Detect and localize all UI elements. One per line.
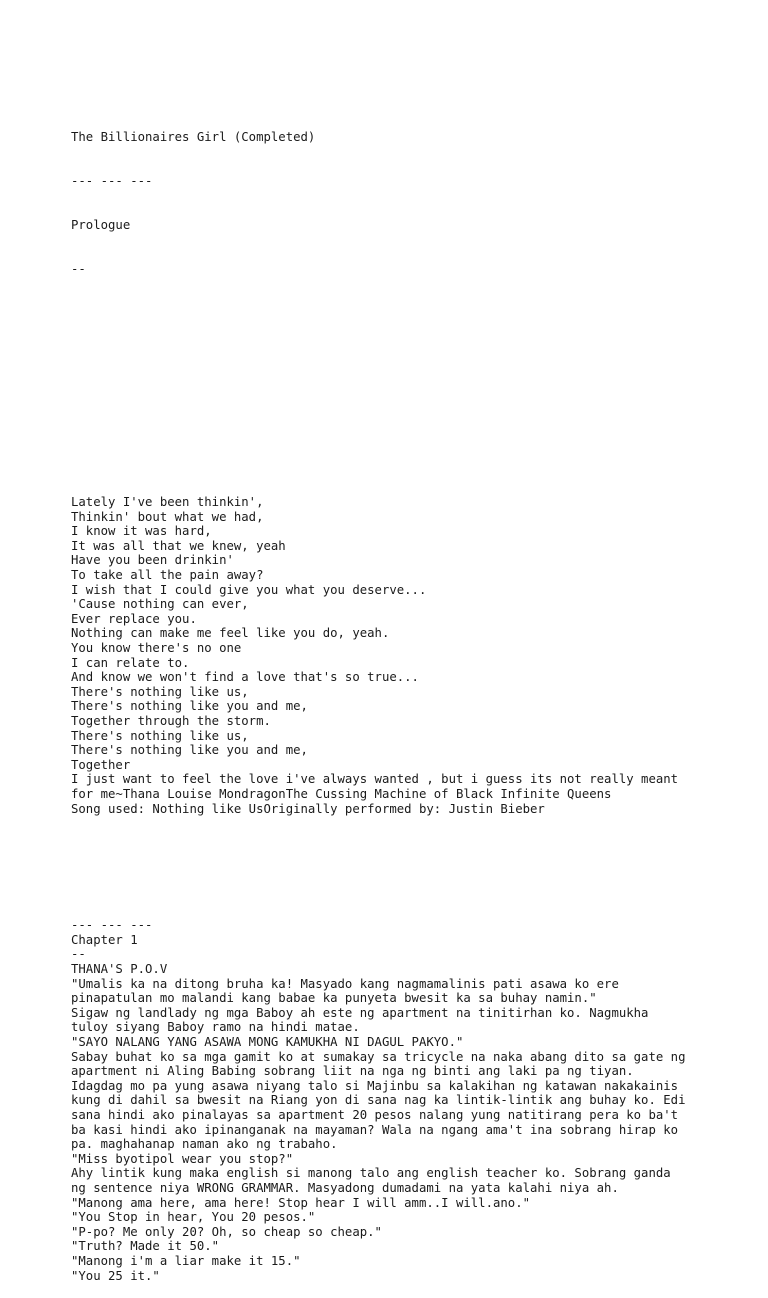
prologue-line: There's nothing like us, (71, 728, 249, 743)
chapter-line: "You Stop in hear, You 20 pesos." (71, 1210, 316, 1225)
chapter-line: tuloy siyang Baboy ramo na hindi matae. (71, 1020, 360, 1035)
chapter-line: THANA'S P.O.V (71, 962, 168, 977)
prologue-text (71, 495, 721, 816)
chapter-line: -- (71, 947, 86, 962)
prologue-line: And know we won't find a love that's so true... (71, 670, 419, 685)
prologue-line: Have you been drinkin' (71, 553, 234, 568)
prologue-line: I can relate to. (71, 655, 190, 670)
chapter-line: "Miss byotipol wear you stop?" (71, 1151, 294, 1166)
chapter-line: apartment ni Aling Babing sobrang liit na nga ng binti ang laki pa ng tiyan. (71, 1064, 634, 1079)
prologue-line: There's nothing like you and me, (71, 699, 308, 714)
chapter-line: Ahy lintik kung maka english si manong talo ang english teacher ko. Sobrang ganda (71, 1166, 671, 1181)
blank-space (71, 349, 721, 451)
prologue-line: Lately I've been thinkin', (71, 495, 264, 510)
document-page (71, 72, 721, 1298)
document-header (71, 101, 721, 305)
prologue-line: There's nothing like us, (71, 684, 249, 699)
prologue-line: To take all the pain away? (71, 568, 264, 583)
prologue-line: Together (71, 757, 131, 772)
chapter-line: pinapatulan mo malandi kang babae ka punyeta bwesit ka sa buhay namin." (71, 991, 597, 1006)
chapter-line: ng sentence niya WRONG GRAMMAR. Masyadong dumadami na yata kalahi niya ah. (71, 1180, 619, 1195)
chapter-line: Sabay buhat ko sa mga gamit ko at sumakay sa tricycle na naka abang dito sa gate ng (71, 1049, 686, 1064)
document-title: The Billionaires Girl (Completed) (71, 130, 316, 145)
prologue-line: I know it was hard, (71, 524, 212, 539)
prologue-line: Ever replace you. (71, 611, 197, 626)
chapter-line: "Manong ama here, ama here! Stop hear I will amm..I will.ano." (71, 1195, 531, 1210)
chapter-line: "Manong i'm a liar make it 15." (71, 1253, 301, 1268)
separator-line: --- --- --- (71, 174, 153, 189)
chapter-line: Chapter 1 (71, 932, 138, 947)
chapter-line: --- --- --- (71, 918, 153, 933)
chapter-line: "You 25 it." (71, 1268, 160, 1283)
chapter-line: "P-po? Me only 20? Oh, so cheap so cheap." (71, 1224, 382, 1239)
prologue-line: There's nothing like you and me, (71, 743, 308, 758)
prologue-line: You know there's no one (71, 641, 242, 655)
prologue-line: for me~Thana Louise MondragonThe Cussing Machine of Black Infinite Queens (71, 786, 612, 801)
chapter-line: ba kasi hindi ako ipinanganak na mayaman? Wala na ngang ama't ina sobrang hirap ko (71, 1122, 679, 1137)
blank-line (71, 860, 721, 875)
prologue-line: Song used: Nothing like UsOriginally performed by: Justin Bieber (71, 801, 545, 816)
prologue-line: 'Cause nothing can ever, (71, 597, 249, 612)
prologue-heading: Prologue (71, 217, 131, 232)
prologue-line: I wish that I could give you what you deserve... (71, 582, 427, 597)
chapter-line: kung di dahil sa bwesit na Riang yon di sana nag ka lintik-lintik ang buhay ko. Edi (71, 1093, 686, 1108)
chapter-text (71, 918, 721, 1283)
prologue-line: Nothing can make me feel like you do, yeah. (71, 626, 390, 641)
prologue-line: Thinkin' bout what we had, (71, 509, 264, 524)
prologue-line: It was all that we knew, yeah (71, 538, 286, 553)
chapter-line: "SAYO NALANG YANG ASAWA MONG KAMUKHA NI DAGUL PAKYO." (71, 1035, 464, 1050)
chapter-line: "Truth? Made it 50." (71, 1239, 220, 1254)
prologue-dash: -- (71, 261, 86, 276)
prologue-line: Together through the storm. (71, 713, 271, 728)
chapter-line: Sigaw ng landlady ng mga Baboy ah este ng apartment na tinitirhan ko. Nagmukha (71, 1005, 649, 1020)
prologue-line: I just want to feel the love i've always wanted , but i guess its not really meant (71, 772, 679, 787)
chapter-line: pa. maghahanap naman ako ng trabaho. (71, 1137, 338, 1152)
chapter-line: sana hindi ako pinalayas sa apartment 20 pesos nalang yung natitirang pera ko ba't (71, 1108, 679, 1122)
chapter-line: "Umalis ka na ditong bruha ka! Masyado kang nagmamalinis pati asawa ko ere (71, 976, 619, 991)
chapter-line: Idagdag mo pa yung asawa niyang talo si Majinbu sa kalakihan ng katawan nakakainis (71, 1078, 679, 1093)
